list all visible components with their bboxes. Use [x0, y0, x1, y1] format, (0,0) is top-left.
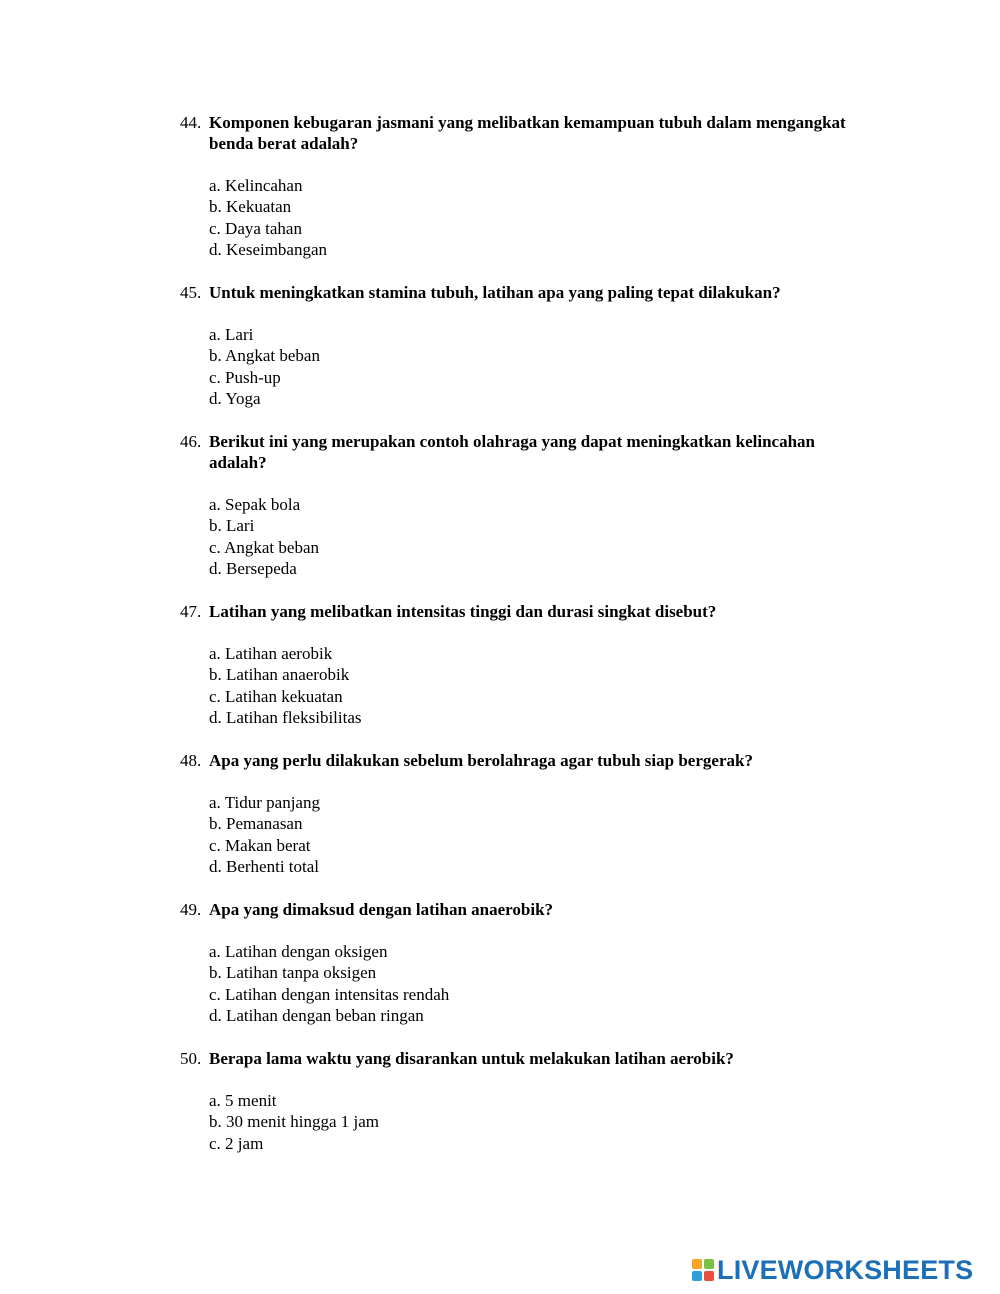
option-list	[209, 792, 860, 877]
question-text: Komponen kebugaran jasmani yang melibatkan kemampuan tubuh dalam mengangkat benda berat adalah?	[209, 113, 846, 153]
option-list	[209, 941, 860, 1026]
logo-mark-square	[704, 1259, 714, 1269]
question-number: 45.	[180, 283, 202, 302]
question-number: 49.	[180, 900, 202, 919]
question-number: 44.	[180, 113, 202, 132]
option-a[interactable]: a. 5 menit	[209, 1091, 277, 1110]
option-c[interactable]: c. Latihan kekuatan	[209, 686, 343, 706]
logo-mark-square	[692, 1259, 702, 1269]
question-text: Berikut ini yang merupakan contoh olahraga yang dapat meningkatkan kelincahan adalah?	[209, 432, 815, 472]
question-text: Untuk meningkatkan stamina tubuh, latihan apa yang paling tepat dilakukan?	[209, 283, 781, 302]
question-text: Apa yang perlu dilakukan sebelum berolahraga agar tubuh siap bergerak?	[209, 751, 753, 770]
option-list	[209, 494, 860, 579]
question-number: 46.	[180, 432, 202, 451]
question-50	[180, 1048, 860, 1154]
option-d[interactable]: d. Keseimbangan	[209, 239, 328, 259]
option-b[interactable]: b. Latihan anaerobik	[209, 665, 350, 685]
option-d[interactable]: d. Latihan dengan beban ringan	[209, 1005, 424, 1025]
question-46	[180, 431, 860, 579]
question-49	[180, 899, 860, 1026]
option-b[interactable]: b. Lari	[209, 516, 255, 536]
logo-mark-square	[704, 1271, 714, 1281]
liveworksheets-logo-icon	[692, 1259, 714, 1281]
question-text: Apa yang dimaksud dengan latihan anaerobik?	[209, 900, 554, 919]
option-list	[209, 643, 860, 728]
option-list	[209, 175, 860, 260]
question-44	[180, 112, 860, 260]
option-a[interactable]: a. Kelincahan	[209, 176, 303, 195]
option-b[interactable]: b. Kekuatan	[209, 197, 292, 217]
question-number: 48.	[180, 751, 202, 770]
question-47	[180, 601, 860, 728]
option-c[interactable]: c. Push-up	[209, 367, 281, 387]
option-c[interactable]: c. 2 jam	[209, 1133, 264, 1153]
option-list	[209, 1090, 860, 1154]
logo-mark-square	[692, 1271, 702, 1281]
question-48	[180, 750, 860, 877]
liveworksheets-logo[interactable]	[692, 1255, 973, 1285]
option-b[interactable]: b. Latihan tanpa oksigen	[209, 963, 377, 983]
option-a[interactable]: a. Latihan aerobik	[209, 644, 333, 663]
option-b[interactable]: b. Pemanasan	[209, 814, 303, 834]
option-list	[209, 324, 860, 409]
option-c[interactable]: c. Makan berat	[209, 835, 311, 855]
question-number: 47.	[180, 602, 202, 621]
option-d[interactable]: d. Yoga	[209, 388, 261, 408]
option-d[interactable]: d. Berhenti total	[209, 856, 320, 876]
brand-name: LIVEWORKSHEETS	[717, 1255, 974, 1285]
option-d[interactable]: d. Bersepeda	[209, 558, 297, 578]
option-c[interactable]: c. Latihan dengan intensitas rendah	[209, 984, 450, 1004]
option-b[interactable]: b. 30 menit hingga 1 jam	[209, 1112, 379, 1132]
question-text: Latihan yang melibatkan intensitas tinggi dan durasi singkat disebut?	[209, 602, 717, 621]
option-a[interactable]: a. Sepak bola	[209, 495, 301, 514]
question-45	[180, 282, 860, 409]
option-a[interactable]: a. Tidur panjang	[209, 793, 320, 812]
option-c[interactable]: c. Daya tahan	[209, 218, 302, 238]
option-b[interactable]: b. Angkat beban	[209, 346, 320, 366]
question-number: 50.	[180, 1049, 202, 1068]
option-d[interactable]: d. Latihan fleksibilitas	[209, 707, 362, 727]
question-text: Berapa lama waktu yang disarankan untuk melakukan latihan aerobik?	[209, 1049, 734, 1068]
option-a[interactable]: a. Lari	[209, 325, 254, 344]
option-c[interactable]: c. Angkat beban	[209, 537, 319, 557]
option-a[interactable]: a. Latihan dengan oksigen	[209, 942, 388, 961]
